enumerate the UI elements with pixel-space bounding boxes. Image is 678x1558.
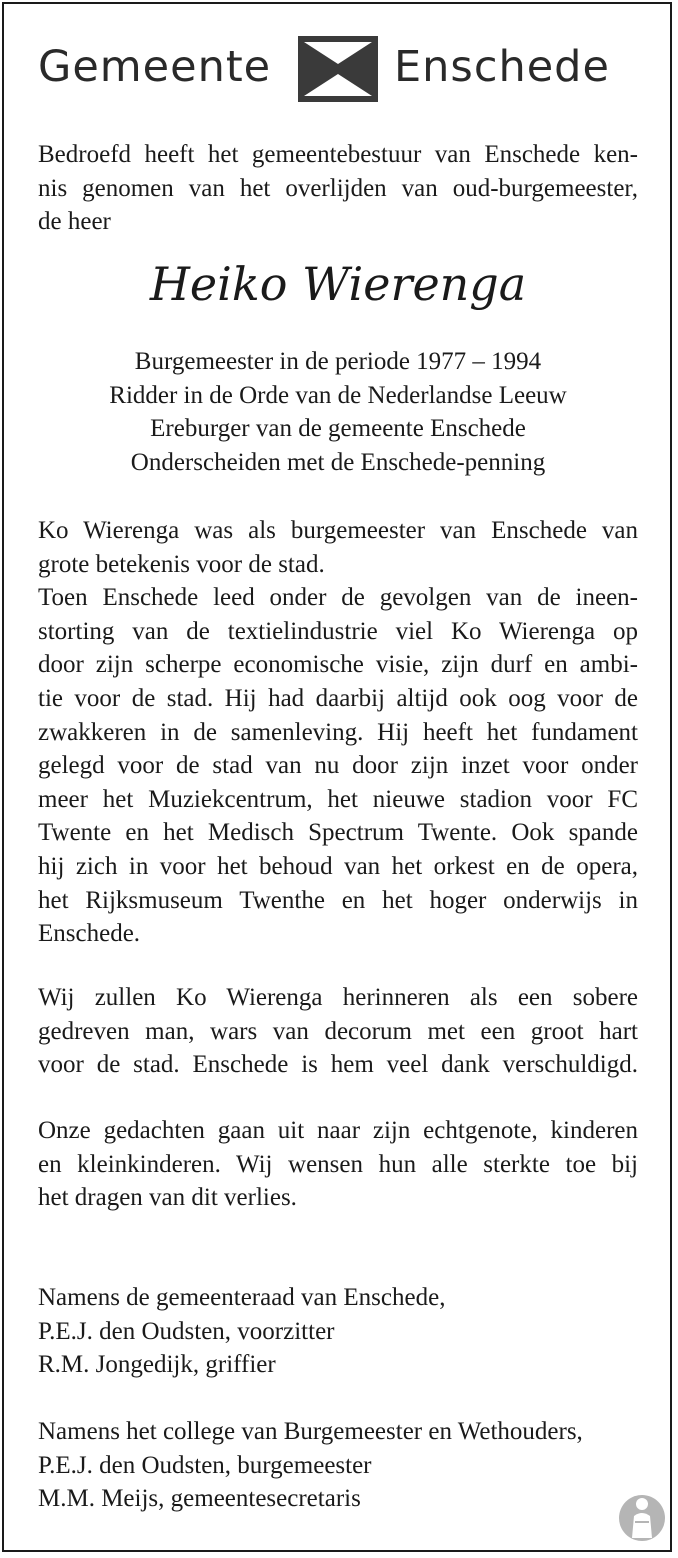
paragraph-line: Twente en het Medisch Spectrum Twente. Ook spande: [38, 819, 638, 847]
figure-silhouette-icon: [618, 1492, 666, 1544]
paragraph-line: voor de stad. Enschede is hem veel dank verschuldigd.: [38, 1051, 638, 1079]
paragraph-line: Onze gedachten gaan uit naar zijn echtgenote, kinderen: [38, 1117, 638, 1144]
signature-line: P.E.J. den Oudsten, burgemeester: [38, 1451, 372, 1479]
intro-line: Bedroefd heeft het gemeentebestuur van Enschede ken-: [38, 141, 638, 168]
signature-line: P.E.J. den Oudsten, voorzitter: [38, 1317, 335, 1345]
logo-text-enschede: Enschede: [394, 42, 610, 92]
signature-council: [38, 1281, 638, 1382]
intro-line: de heer: [38, 208, 111, 236]
signature-line: R.M. Jongedijk, griffier: [38, 1351, 276, 1379]
paragraph-line: het Rijksmuseum Twenthe en het hoger onderwijs in: [38, 886, 638, 914]
paragraph-line: tie voor de stad. Hij had daarbij altijd ook oog voor de: [38, 684, 638, 712]
paragraph-line: zwakkeren in de samenleving. Hij heeft het fundament: [38, 718, 638, 746]
intro-paragraph: [38, 138, 638, 239]
paragraph-line: en kleinkinderen. Wij wensen hun alle sterkte toe bij: [38, 1150, 638, 1178]
paragraph-line: het dragen van dit verlies.: [38, 1184, 297, 1212]
paragraph-line: door zijn scherpe economische visie, zijn durf en ambi-: [38, 651, 638, 679]
paragraph-line: Wij zullen Ko Wierenga herinneren als een sobere: [38, 984, 638, 1011]
municipality-logo: [36, 36, 646, 102]
paragraph-line: storting van de textielindustrie viel Ko Wierenga op: [38, 617, 638, 645]
signature-college: [38, 1415, 638, 1516]
signature-line: Namens het college van Burgemeester en Wethouders,: [38, 1418, 583, 1445]
paragraph-line: gelegd voor de stad van nu door zijn inzet voor onder: [38, 752, 638, 780]
paragraph-line: Toen Enschede leed onder de gevolgen van de ineen-: [38, 584, 638, 612]
honor-item: Onderscheiden met de Enschede-penning: [130, 448, 546, 476]
logo-text-gemeente: Gemeente: [38, 42, 272, 92]
honor-item: Burgemeester in de periode 1977 – 1994: [134, 348, 542, 375]
honor-item: Ridder in de Orde van de Nederlandse Leeuw: [109, 381, 567, 409]
paragraph-line: gedreven man, wars van decorum met een groot hart: [38, 1017, 638, 1045]
paragraph-line: meer het Muziekcentrum, het nieuwe stadion voor FC: [38, 785, 638, 813]
paragraph-line: Ko Wierenga was als burgemeester van Enschede van: [38, 517, 638, 544]
deceased-name: Heiko Wierenga: [149, 257, 527, 311]
signature-line: M.M. Meijs, gemeentesecretaris: [38, 1485, 361, 1513]
honors-list: [38, 345, 638, 479]
signature-line: Namens de gemeenteraad van Enschede,: [38, 1284, 446, 1311]
intro-line: nis genomen van het overlijden van oud-burgemeester,: [38, 174, 638, 202]
remembrance-paragraph: [38, 981, 638, 1082]
honor-item: Ereburger van de gemeente Enschede: [150, 415, 526, 443]
paragraph-line: Enschede.: [38, 920, 141, 948]
paragraph-line: grote betekenis voor de stad.: [38, 550, 325, 578]
tribute-paragraph: [38, 514, 638, 951]
condolence-paragraph: [38, 1114, 638, 1215]
enschede-cross-emblem-icon: [298, 36, 378, 102]
paragraph-line: hij zich in voor het behoud van het orkest en de opera,: [38, 852, 638, 880]
